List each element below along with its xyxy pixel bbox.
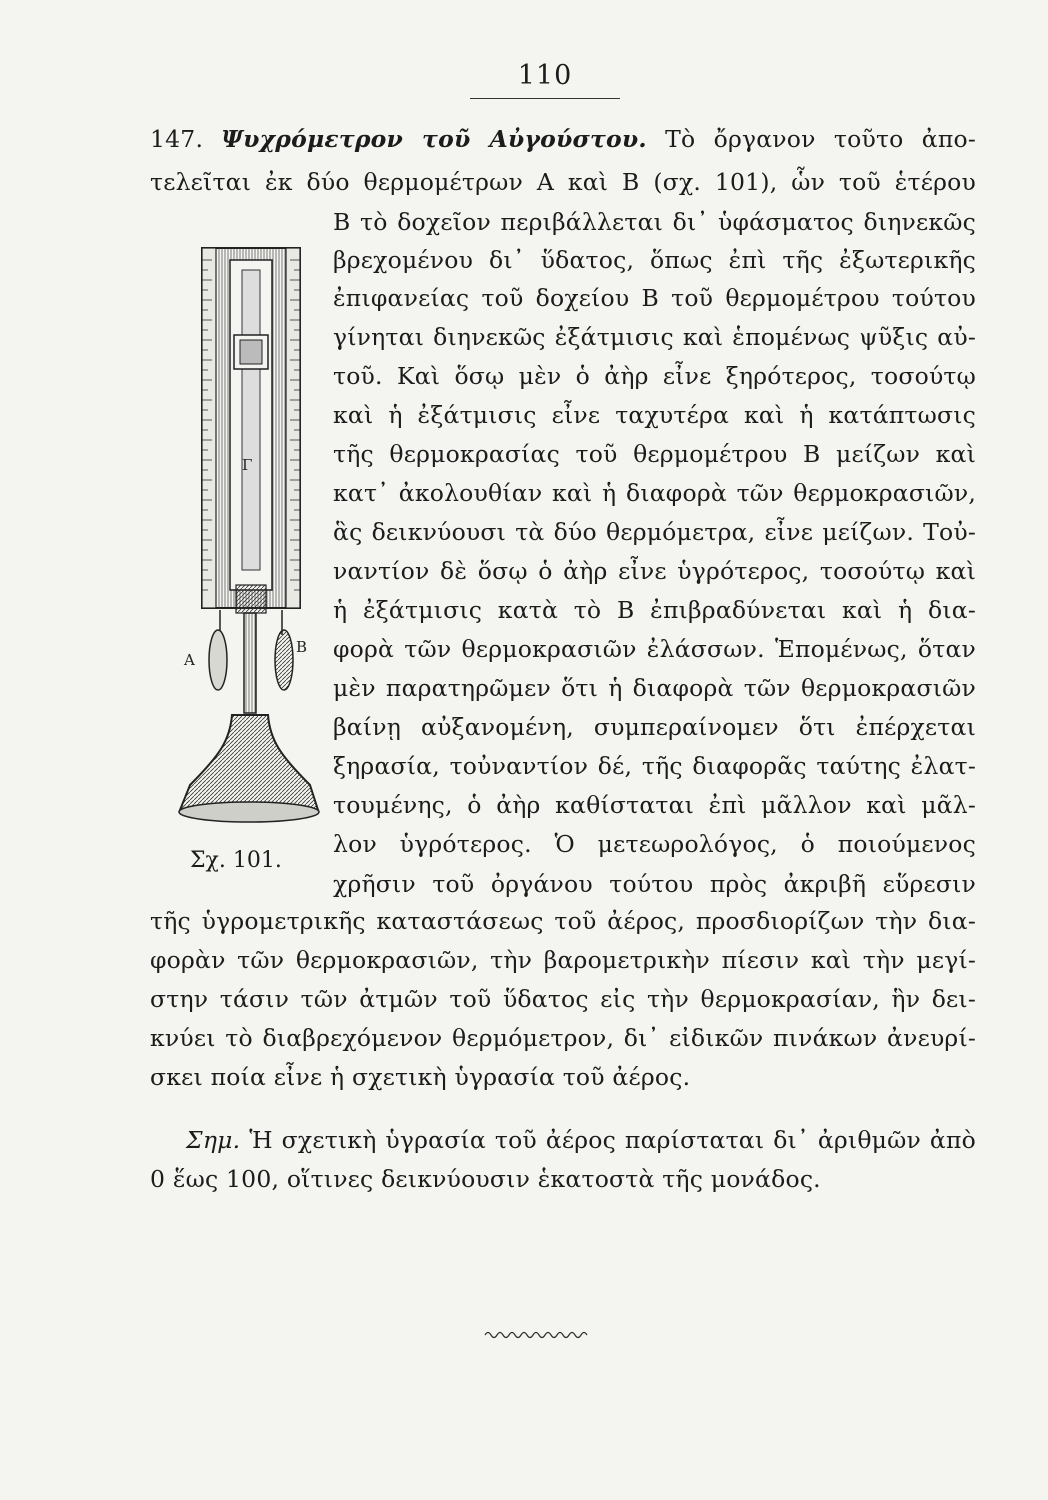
note-text: Ἡ σχετικὴ ὑγρασία τοῦ ἀέρος παρίσταται δι᾽ ἀριθμῶν ἀπὸ [249, 1126, 976, 1154]
text-line: γίνηται διηνεκῶς ἐξάτμισις καὶ ἑπομένως ψῦξις αὐ- [333, 323, 976, 351]
text-line: φορὰν τῶν θερμοκρασιῶν, τὴν βαρομετρικὴν πίεσιν καὶ τὴν μεγί- [150, 946, 976, 974]
text-line: καὶ ἡ ἐξάτμισις εἶνε ταχυτέρα καὶ ἡ κατάπτωσις [333, 401, 976, 429]
text-line: βρεχομένου δι᾽ ὕδατος, ὅπως ἐπὶ τῆς ἐξωτερικῆς [333, 246, 976, 274]
section-heading-line [150, 124, 976, 154]
text-line: χρῆσιν τοῦ ὀργάνου τούτου πρὸς ἀκριβῆ εὕρεσιν [333, 870, 976, 898]
text-line: τελεῖται ἐκ δύο θερμομέτρων Α καὶ Β (σχ. 101), ὧν τοῦ ἑτέρου [150, 168, 976, 196]
text-line: στην τάσιν τῶν ἀτμῶν τοῦ ὕδατος εἰς τὴν θερμοκρασίαν, ἣν δει- [150, 985, 976, 1013]
heading-line-text: Τὸ ὄργανον τοῦτο ἀπο- [665, 125, 976, 153]
page-number: 110 [517, 60, 573, 91]
text-line: λον ὑγρότερος. Ὁ μετεωρολόγος, ὁ ποιούμενος [333, 830, 976, 858]
section-number: 147. [150, 125, 204, 153]
text-line: κνύει τὸ διαβρεχόμενον θερμόμετρον, δι᾽ εἰδικῶν πινάκων ἀνευρί- [150, 1024, 976, 1052]
figure-label-a: Α [184, 651, 195, 669]
text-line: τῆς ὑγρομετρικῆς καταστάσεως τοῦ ἀέρος, προσδιορίζων τὴν δια- [150, 907, 976, 935]
text-line: ἃς δεικνύουσι τὰ δύο θερμόμετρα, εἶνε μείζων. Τοὐ- [333, 518, 976, 546]
text-line: βαίνῃ αὐξανομένη, συμπεραίνομεν ὅτι ἐπέρχεται [333, 713, 976, 741]
note-line [186, 1125, 976, 1155]
section-title: Ψυχρόμετρον τοῦ Αὐγούστου. [221, 125, 647, 153]
end-ornament [483, 1328, 593, 1342]
text-line: μὲν παρατηρῶμεν ὅτι ἡ διαφορὰ τῶν θερμοκρασιῶν [333, 674, 976, 702]
text-line: τῆς θερμοκρασίας τοῦ θερμομέτρου Β μείζων καὶ [333, 440, 976, 468]
text-line: κατ᾽ ἀκολουθίαν καὶ ἡ διαφορὰ τῶν θερμοκρασιῶν, [333, 479, 976, 507]
figure-caption: Σχ. 101. [190, 848, 282, 873]
text-line: ξηρασία, τοὐναντίον δέ, τῆς διαφορᾶς ταύτης ἐλατ- [333, 752, 976, 780]
note-line-2: 0 ἕως 100, οἵτινες δεικνύουσιν ἑκατοστὰ τῆς μονάδος. [150, 1165, 821, 1193]
figure-label-b: Β [296, 638, 308, 656]
text-line: σκει ποία εἶνε ἡ σχετικὴ ὑγρασία τοῦ ἀέρος. [150, 1063, 691, 1091]
text-line: φορὰ τῶν θερμοκρασιῶν ἐλάσσων. Ἑπομένως, ὅταν [333, 635, 976, 663]
text-line: ἐπιφανείας τοῦ δοχείου Β τοῦ θερμομέτρου τούτου [333, 284, 976, 312]
note-label: Σημ. [186, 1126, 241, 1154]
text-line: Β τὸ δοχεῖον περιβάλλεται δι᾽ ὑφάσματος διηνεκῶς [333, 208, 976, 236]
psychrometer-figure [170, 240, 320, 840]
text-line: τοῦ. Καὶ ὅσῳ μὲν ὁ ἀὴρ εἶνε ξηρότερος, τοσούτῳ [333, 362, 976, 390]
figure-label-gamma: Γ [242, 456, 253, 474]
header-rule [470, 98, 620, 99]
text-line: τουμένης, ὁ ἀὴρ καθίσταται ἐπὶ μᾶλλον καὶ μᾶλ- [333, 791, 976, 819]
text-line: ἡ ἐξάτμισις κατὰ τὸ Β ἐπιβραδύνεται καὶ ἡ δια- [333, 596, 976, 624]
text-line: ναντίον δὲ ὅσῳ ὁ ἀὴρ εἶνε ὑγρότερος, τοσούτῳ καὶ [333, 557, 976, 585]
